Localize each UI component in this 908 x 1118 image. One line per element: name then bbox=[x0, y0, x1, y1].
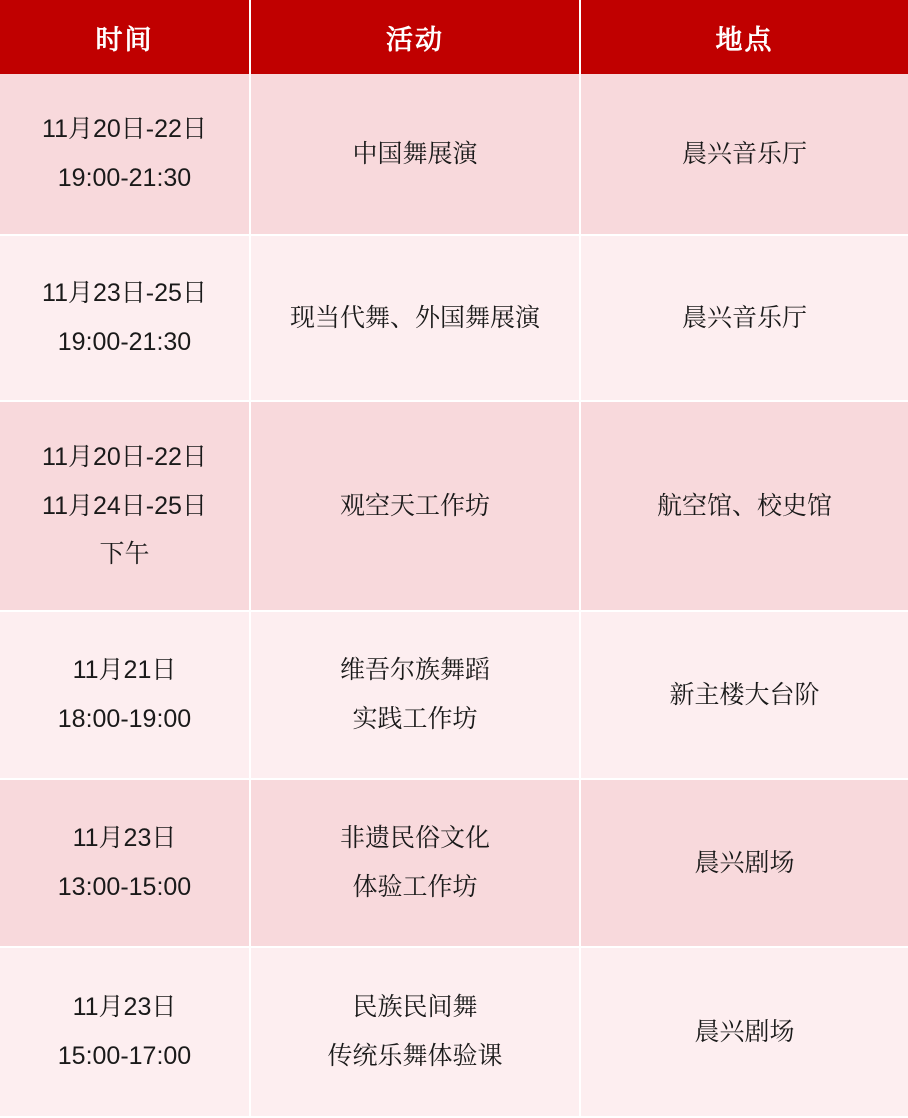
table-row bbox=[0, 611, 908, 779]
cell-event bbox=[250, 401, 580, 611]
table-header bbox=[0, 0, 908, 74]
cell-place-line: 航空馆、校史馆 bbox=[656, 491, 832, 520]
cell-event-line: 民族民间舞 bbox=[352, 993, 478, 1022]
cell-event bbox=[250, 74, 580, 235]
cell-place-line: 晨兴剧场 bbox=[694, 848, 795, 877]
table-row bbox=[0, 779, 908, 947]
cell-time-line: 15:00-17:00 bbox=[57, 1042, 192, 1070]
column-header-time: 时间 bbox=[0, 0, 250, 74]
cell-time bbox=[0, 611, 250, 779]
cell-event bbox=[250, 611, 580, 779]
cell-place bbox=[580, 235, 908, 401]
cell-time-line: 13:00-15:00 bbox=[57, 873, 192, 901]
cell-place bbox=[580, 611, 908, 779]
table-row bbox=[0, 401, 908, 611]
table-row bbox=[0, 947, 908, 1117]
table-header-row bbox=[0, 0, 908, 74]
column-header-place: 地点 bbox=[580, 0, 908, 74]
cell-place-line: 晨兴剧场 bbox=[694, 1017, 795, 1046]
table-row bbox=[0, 235, 908, 401]
cell-place bbox=[580, 779, 908, 947]
cell-event-line: 体验工作坊 bbox=[352, 873, 478, 901]
cell-event bbox=[250, 779, 580, 947]
cell-place-line: 新主楼大台阶 bbox=[669, 680, 820, 709]
cell-time-line: 19:00-21:30 bbox=[57, 328, 192, 356]
cell-time-line: 11月23日 bbox=[72, 993, 177, 1022]
cell-event-line: 观空天工作坊 bbox=[339, 491, 490, 520]
cell-event-line: 现当代舞、外国舞展演 bbox=[289, 303, 540, 332]
cell-event-line: 传统乐舞体验课 bbox=[327, 1042, 503, 1070]
cell-event-line: 非遗民俗文化 bbox=[339, 824, 490, 853]
cell-place bbox=[580, 401, 908, 611]
cell-event-line: 实践工作坊 bbox=[352, 705, 478, 733]
cell-place bbox=[580, 74, 908, 235]
cell-time-line: 11月21日 bbox=[72, 656, 177, 685]
table-body bbox=[0, 74, 908, 1117]
table-row bbox=[0, 74, 908, 235]
cell-time-line: 18:00-19:00 bbox=[57, 705, 192, 733]
cell-event-line: 维吾尔族舞蹈 bbox=[339, 656, 490, 685]
cell-time bbox=[0, 779, 250, 947]
cell-event-line: 中国舞展演 bbox=[352, 139, 478, 168]
cell-time-line: 11月23日-25日 bbox=[42, 279, 207, 308]
cell-place-line: 晨兴音乐厅 bbox=[681, 303, 807, 332]
cell-time bbox=[0, 947, 250, 1117]
column-header-event: 活动 bbox=[250, 0, 580, 74]
cell-time-line: 11月23日 bbox=[72, 824, 177, 853]
cell-time bbox=[0, 235, 250, 401]
cell-time bbox=[0, 74, 250, 235]
cell-place-line: 晨兴音乐厅 bbox=[681, 139, 807, 168]
cell-event bbox=[250, 235, 580, 401]
cell-place bbox=[580, 947, 908, 1117]
cell-time-line: 11月24日-25日 bbox=[42, 491, 207, 520]
cell-time bbox=[0, 401, 250, 611]
cell-event bbox=[250, 947, 580, 1117]
cell-time-line: 11月20日-22日 bbox=[42, 115, 207, 144]
cell-time-line: 19:00-21:30 bbox=[57, 164, 192, 192]
cell-time-line: 11月20日-22日 bbox=[42, 442, 207, 471]
cell-time-line: 下午 bbox=[99, 540, 150, 569]
